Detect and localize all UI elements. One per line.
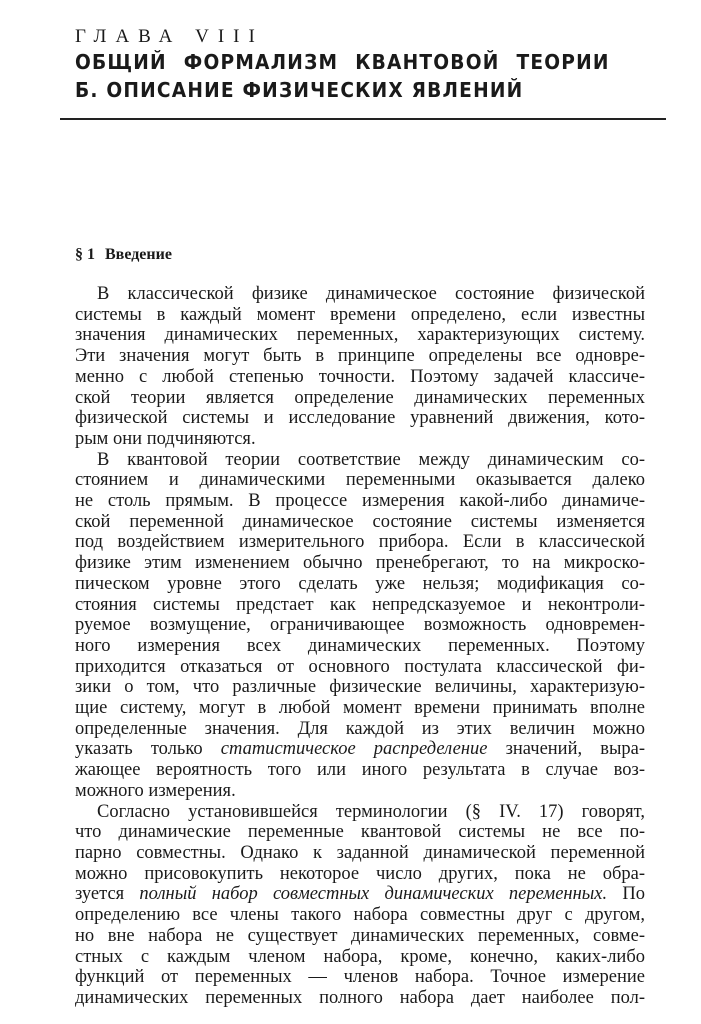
text-line (75, 305, 645, 326)
text-line (75, 926, 645, 947)
text-segment: зуется (75, 884, 140, 905)
text-line (75, 532, 645, 553)
text-segment: ской переменной динамическое состояние системы изменяется (75, 511, 645, 532)
emphasized-text: полный набор совместных динамических переменных. (139, 884, 608, 905)
text-segment: В классической физике динамическое состояние физической (97, 284, 645, 304)
text-segment: По (607, 884, 645, 905)
text-segment: ного измерения всех динамических переменных. Поэтому (75, 635, 645, 656)
text-line (75, 553, 645, 574)
text-line (75, 388, 645, 409)
text-line (75, 325, 645, 346)
body-text (75, 284, 645, 1009)
paragraph (75, 284, 645, 450)
text-line (75, 470, 645, 491)
text-line (75, 636, 645, 657)
text-line (75, 677, 645, 698)
text-segment: можно присовокупить некоторое число других, пока не обра- (75, 863, 645, 884)
paragraph (75, 802, 645, 1009)
text-segment: но вне набора не существует динамических переменных, совме- (75, 925, 645, 946)
emphasized-text: статистическое распределение (220, 739, 488, 760)
chapter-title-line-1: ОБЩИЙ ФОРМАЛИЗМ КВАНТОВОЙ ТЕОРИИ (75, 50, 610, 74)
text-line (75, 781, 645, 802)
text-line (75, 512, 645, 533)
text-line (75, 491, 645, 512)
section-title: Введение (105, 246, 172, 263)
text-line (75, 967, 645, 988)
section-heading (75, 246, 182, 264)
text-line (75, 367, 645, 388)
text-line (75, 346, 645, 367)
paragraph (75, 450, 645, 802)
text-line (75, 657, 645, 678)
text-segment: ской теории является определение динамических переменных (75, 387, 645, 408)
text-line (75, 408, 645, 429)
text-line (75, 739, 645, 760)
text-line (75, 822, 645, 843)
title-rule (60, 118, 666, 120)
text-segment: Эти значения могут быть в принципе определены все одновре- (75, 346, 645, 367)
text-line (75, 760, 645, 781)
section-number: § 1 (75, 246, 95, 263)
text-segment: под воздействием измерительного прибора. Если в классической (75, 532, 645, 553)
text-segment: руемое возмущение, ограничивающее возможность одновремен- (75, 615, 645, 636)
text-line (75, 988, 645, 1009)
text-segment: парно совместны. Однако к заданной динамической переменной (75, 842, 645, 863)
text-line (75, 864, 645, 885)
text-segment: определенные значения. Для каждой из этих величин можно (75, 718, 645, 739)
text-segment: жающее вероятность того или иного результата в случае воз- (75, 760, 645, 781)
text-segment: В квантовой теории соответствие между динамическим со- (97, 449, 645, 470)
text-line (75, 450, 645, 471)
text-segment: можного измерения. (75, 780, 236, 801)
text-segment: системы в каждый момент времени определено, если известны (75, 304, 645, 325)
text-segment: функций от переменных — членов набора. Точное измерение (75, 967, 645, 988)
text-segment: приходится отказаться от основного постулата классической фи- (75, 656, 645, 677)
text-line (75, 284, 645, 305)
text-segment: динамических переменных полного набора дает наиболее пол- (75, 987, 645, 1008)
text-segment: не столь прямым. В процессе измерения какой-либо динамиче- (75, 491, 645, 512)
chapter-label: ГЛАВА VIII (75, 26, 264, 47)
chapter-title-line-2: Б. ОПИСАНИЕ ФИЗИЧЕСКИХ ЯВЛЕНИЙ (75, 78, 524, 102)
text-line (75, 719, 645, 740)
text-line (75, 843, 645, 864)
text-line (75, 595, 645, 616)
text-line (75, 947, 645, 968)
text-segment: стоянием и динамическими переменными оказывается далеко (75, 470, 645, 491)
text-line (75, 429, 645, 450)
text-segment: щие систему, могут в любой момент времени принимать вполне (75, 698, 645, 719)
text-segment: зики о том, что различные физические величины, характеризую- (75, 677, 645, 698)
text-segment: стояния системы предстает как непредсказуемое и неконтроли- (75, 594, 645, 615)
text-segment: значений, выра- (487, 739, 646, 760)
text-segment: указать только (75, 739, 221, 760)
text-segment: физической системы и исследование уравнений движения, кото- (75, 408, 645, 429)
text-segment: физике этим изменением обычно пренебрегают, то на микроско- (75, 553, 645, 574)
text-segment: значения динамических переменных, характеризующих систему. (75, 325, 645, 346)
text-segment: Согласно установившейся терминологии (§ IV. 17) говорят, (97, 801, 645, 822)
text-line (75, 574, 645, 595)
text-segment: пическом уровне этого сделать уже нельзя; модификация со- (75, 573, 645, 594)
text-line (75, 802, 645, 823)
text-segment: рым они подчиняются. (75, 428, 256, 449)
text-segment: определению все члены такого набора совместны друг с другом, (75, 905, 645, 926)
text-line (75, 905, 645, 926)
text-line (75, 884, 645, 905)
text-segment: менно с любой степенью точности. Поэтому задачей классиче- (75, 366, 645, 387)
text-line (75, 698, 645, 719)
text-line (75, 615, 645, 636)
text-segment: что динамические переменные квантовой системы не все по- (75, 822, 645, 843)
text-segment: стных с каждым членом набора, кроме, конечно, каких-либо (75, 946, 645, 967)
